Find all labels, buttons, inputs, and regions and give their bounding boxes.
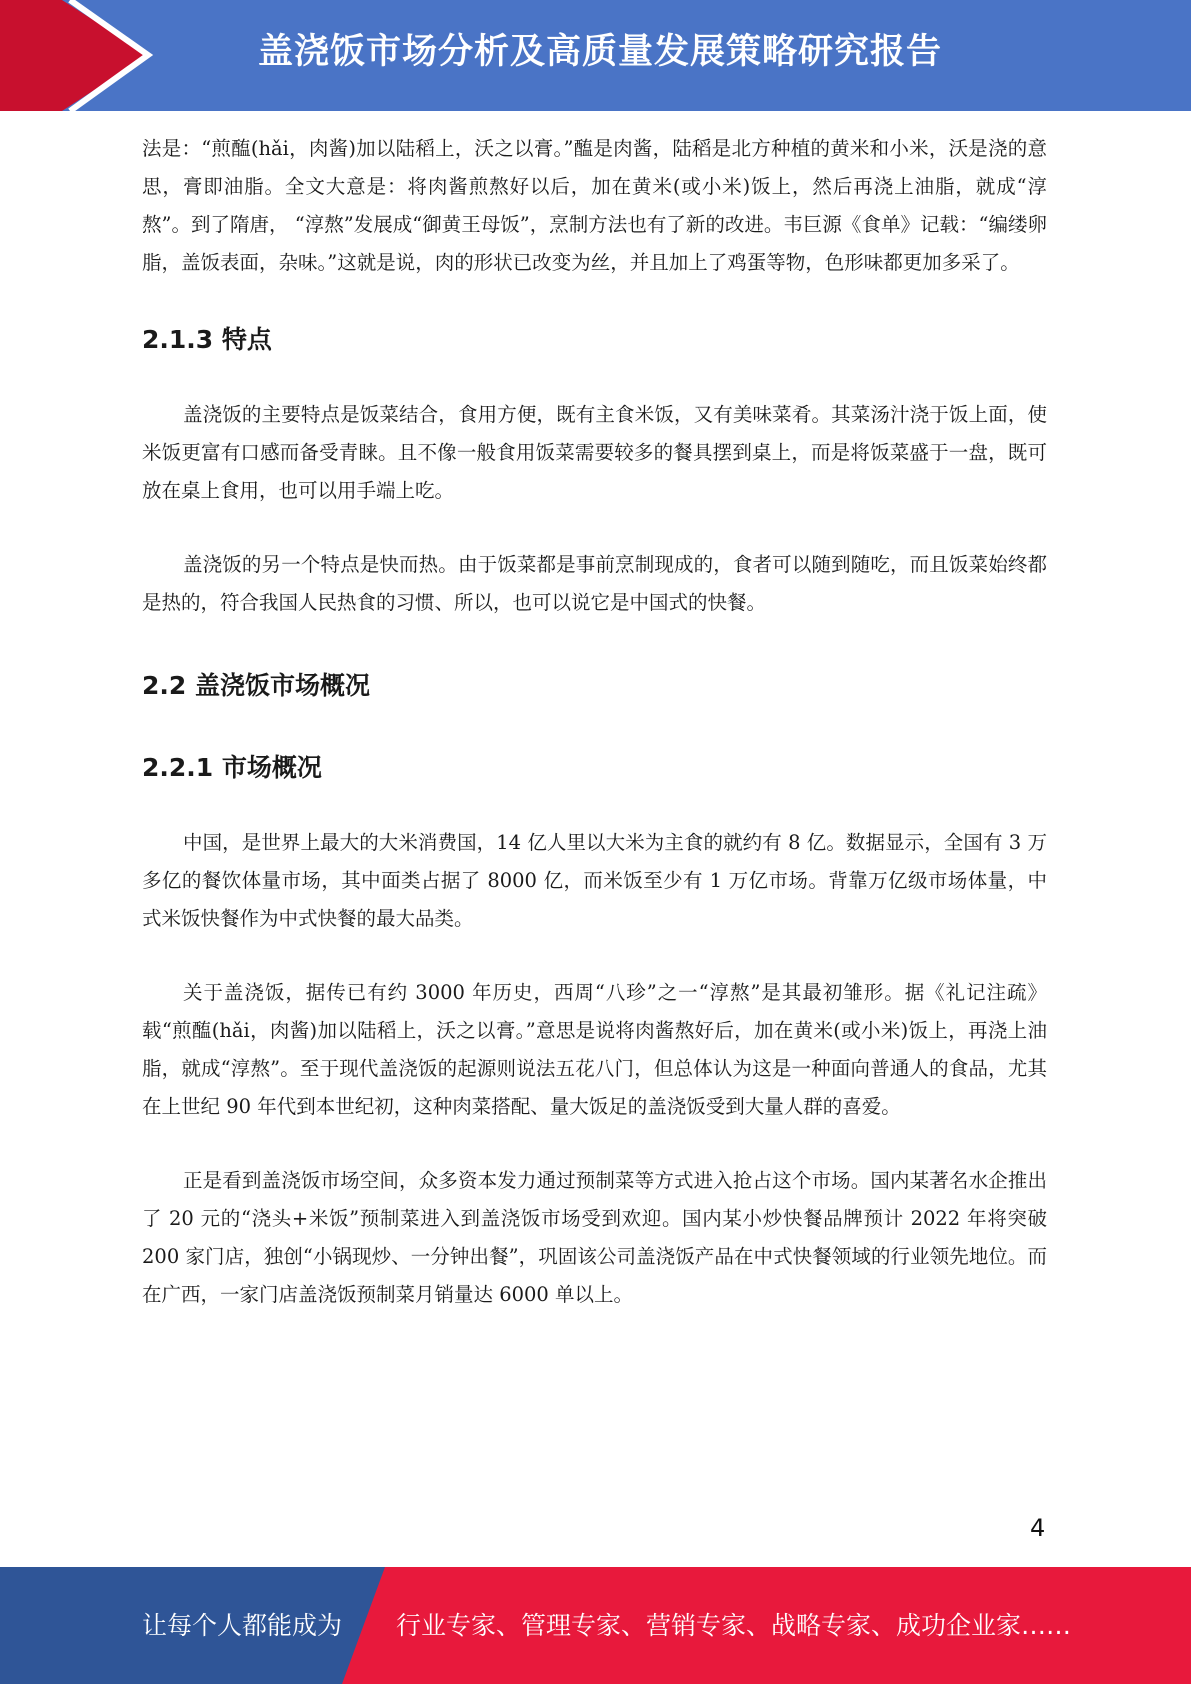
body-paragraph: 关于盖浇饭，据传已有约 3000 年历史，西周“八珍”之一“淳熬”是其最初雏形。据《礼记注疏》载“煎醢(hǎi，肉酱)加以陆稻上，沃之以膏。”意思是说将肉酱熬好后，加在黄米(或小米)饭上，再浇上油脂，就成“淳熬”。至于现代盖浇饭的起源则说法五花八门，但总体认为这是一种面向普通人的食品，尤其在上世纪 90 年代到本世纪初，这种肉菜搭配、量大饭足的盖浇饭受到大量人群的喜爱。 [142, 981, 1047, 1118]
footer-slogan-left: 让每个人都能成为 [142, 1611, 343, 1640]
body-paragraph: 盖浇饭的另一个特点是快而热。由于饭菜都是事前烹制现成的，食者可以随到随吃，而且饭菜始终都是热的，符合我国人民热食的习惯、所以，也可以说它是中国式的快餐。 [142, 553, 1047, 614]
section-heading-2-2-1: 2.2.1 市场概况 [142, 753, 322, 782]
footer-slogan-right: 行业专家、管理专家、营销专家、战略专家、成功企业家…… [396, 1611, 1072, 1640]
page-content [142, 130, 1047, 1314]
section-heading-2-2: 2.2 盖浇饭市场概况 [142, 671, 370, 700]
report-title: 盖浇饭市场分析及高质量发展策略研究报告 [257, 32, 942, 72]
intro-paragraph: 法是：“煎醢(hǎi，肉酱)加以陆稻上，沃之以膏。”醢是肉酱，陆稻是北方种植的黄米和小米，沃是浇的意思，膏即油脂。全文大意是：将肉酱煎熬好以后，加在黄米(或小米)饭上，然后再浇上油脂，就成“淳熬”。到了隋唐， “淳熬”发展成“御黄王母饭”，烹制方法也有了新的改进。韦巨源《食单》记载：“编缕卵脂，盖饭表面，杂味。”这就是说，肉的形状已改变为丝，并且加上了鸡蛋等物，色形味都更加多采了。 [142, 137, 1047, 274]
body-paragraph: 盖浇饭的主要特点是饭菜结合，食用方便，既有主食米饭，又有美味菜肴。其菜汤汁浇于饭上面，使米饭更富有口感而备受青睐。且不像一般食用饭菜需要较多的餐具摆到桌上，而是将饭菜盛于一盘，既可放在桌上食用，也可以用手端上吃。 [142, 403, 1047, 502]
report-footer-band [0, 1567, 1191, 1684]
page-number: 4 [1030, 1514, 1046, 1542]
section-heading-2-1-3: 2.1.3 特点 [142, 325, 272, 354]
report-header-band [0, 0, 1191, 111]
body-paragraph: 正是看到盖浇饭市场空间，众多资本发力通过预制菜等方式进入抢占这个市场。国内某著名水企推出了 20 元的“浇头+米饭”预制菜进入到盖浇饭市场受到欢迎。国内某小炒快餐品牌预计 2022 年将突破 200 家门店，独创“小锅现炒、一分钟出餐”，巩固该公司盖浇饭产品在中式快餐领域的行业领先地位。而在广西，一家门店盖浇饭预制菜月销量达 6000 单以上。 [142, 1169, 1047, 1306]
body-paragraph: 中国，是世界上最大的大米消费国，14 亿人里以大米为主食的就约有 8 亿。数据显示，全国有 3 万多亿的餐饮体量市场，其中面类占据了 8000 亿，而米饭至少有 1 万亿市场。背靠万亿级市场体量，中式米饭快餐作为中式快餐的最大品类。 [142, 831, 1047, 930]
